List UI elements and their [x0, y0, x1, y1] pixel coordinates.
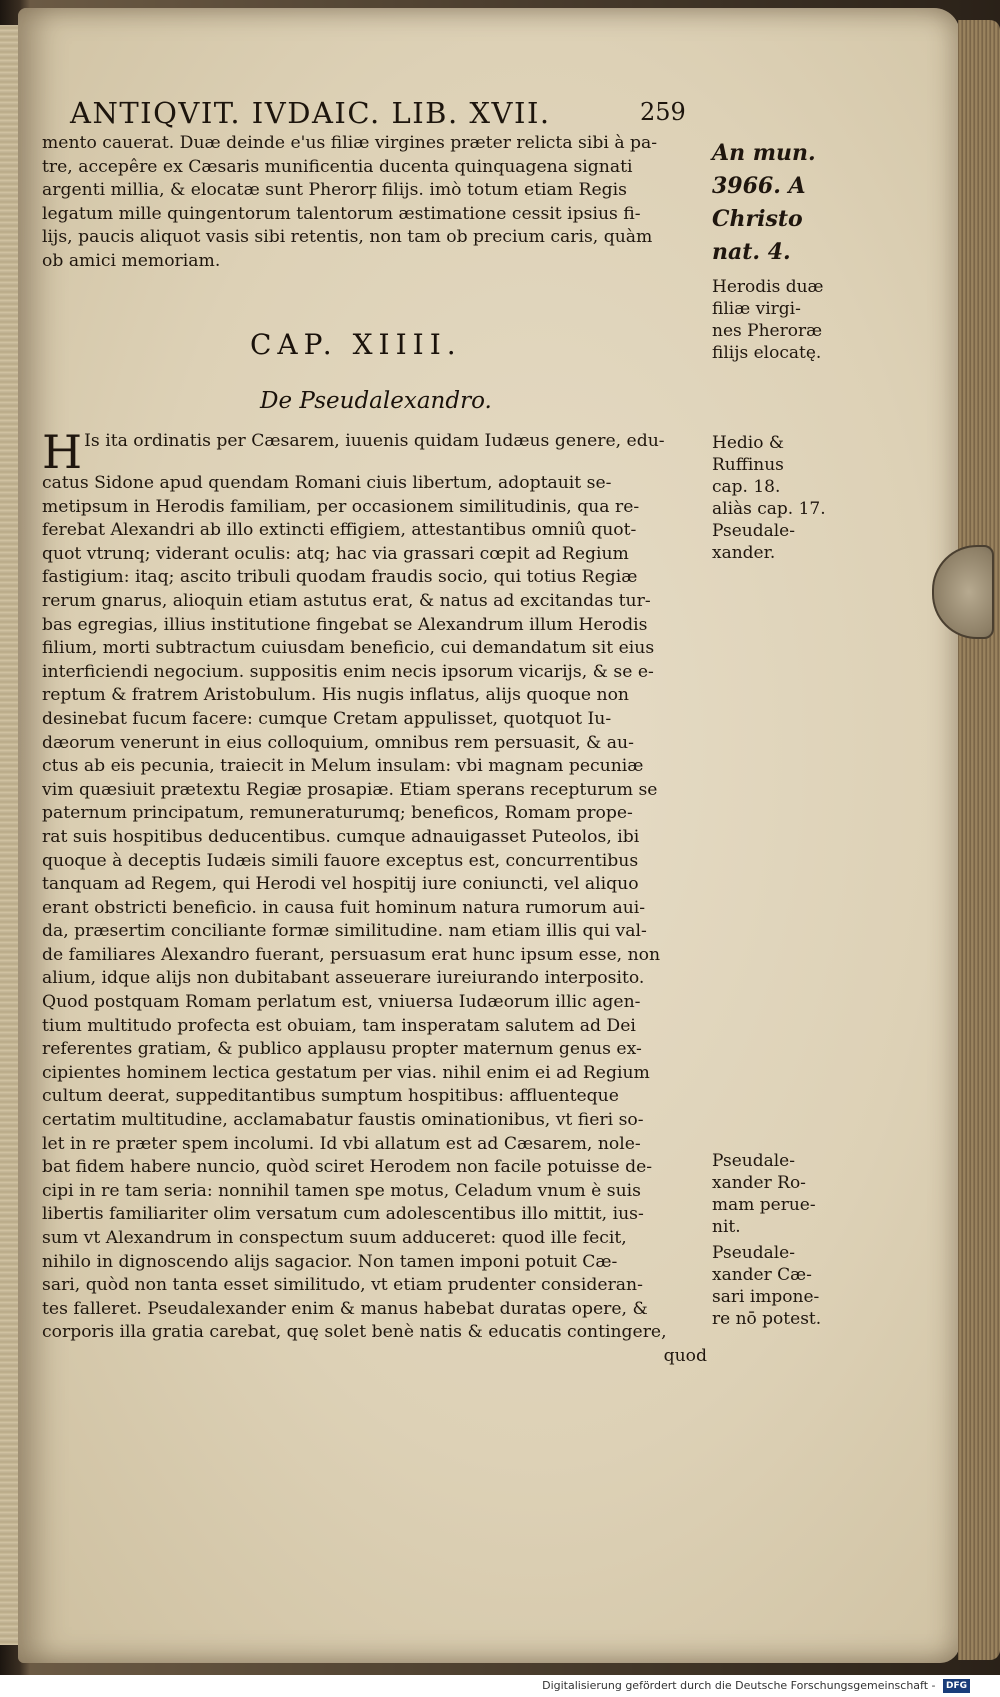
text-line: nihilo in dignoscendo alijs sagacior. Non tamen imponi potuit Cæ- — [42, 1251, 618, 1272]
chapter-title: CAP. XIIII. — [250, 328, 462, 361]
text-line: dæorum venerunt in eius colloquium, omnibus rem persuasit, & au- — [42, 732, 634, 753]
text-line: de familiares Alexandro fuerant, persuasum erat hunc ipsum esse, non — [42, 944, 661, 965]
margin-note-herod-daughters: Herodis duæ filiæ virgi- nes Pheroræ filijs elocatę. — [712, 277, 824, 363]
drop-cap: H — [42, 430, 83, 472]
text-line: alium, idque alijs non dubitabant asseuerare iureiurando interposito. — [42, 968, 645, 989]
text-line: paternum principatum, remuneraturumq; beneficos, Romam prope- — [42, 803, 633, 824]
text-line: rat suis hospitibus deducentibus. cumque adnauigasset Puteolos, ibi — [42, 826, 640, 847]
text-line: reptum & fratrem Aristobulum. His nugis inflatus, alijs quoque non — [42, 685, 629, 706]
text-line: tre, accepêre ex Cæsaris munificentia ducenta quinquagena signati — [42, 156, 633, 177]
text-line: let in re præter spem incolumi. Id vbi allatum est ad Cæsarem, nole- — [42, 1133, 641, 1154]
text-line: sum vt Alexandrum in conspectum suum adduceret: quod ille fecit, — [42, 1228, 627, 1248]
text-line: rerum gnarus, alioquin etiam astutus erat, & natus ad excitandas tur- — [42, 590, 651, 611]
text-line: lijs, paucis aliquot vasis sibi retentis, non tam ob precium caris, quàm — [42, 227, 653, 248]
text-line: erant obstricti beneficio. in causa fuit hominum natura rumorum aui- — [42, 897, 646, 918]
text-line: referentes gratiam, & publico applausu propter maternum genus ex- — [42, 1039, 642, 1060]
footer-credit: Digitalisierung gefördert durch die Deutsche Forschungsgemeinschaft - — [542, 1679, 936, 1692]
text-line: filium, morti subtractum cuiusdam beneficio, cui demandatum sit eius — [42, 638, 655, 659]
text-line: cipientes hominem lectica gestatum per vias. nihil enim ei ad Regium — [42, 1062, 650, 1083]
text-line: quot vtrunq; viderant oculis: atq; hac via grassari cœpit ad Regium — [42, 543, 629, 564]
catchword: quod — [663, 1345, 707, 1366]
chapter-body — [42, 430, 717, 1369]
chapter-subtitle: De Pseudalexandro. — [260, 388, 492, 414]
text-line: desinebat fucum facere: cumque Cretam appulisset, quotquot Iu- — [42, 708, 612, 729]
text-line: tanquam ad Regem, qui Herodi vel hospitij iure coniuncti, vel aliquo — [42, 874, 639, 895]
text-line: ob amici memoriam. — [42, 250, 221, 271]
text-line: interficiendi negocium. suppositis enim necis ipsorum vicarijs, & se e- — [42, 661, 654, 682]
text-line: bas egregias, illius institutione fingebat se Alexandrum illum Herodis — [42, 614, 648, 635]
text-line: libertis familiariter olim versatum cum adolescentibus illo mittit, ius- — [42, 1204, 644, 1225]
page-number: 259 — [640, 98, 686, 126]
running-head: ANTIQVIT. IVDAIC. LIB. XVII. — [70, 96, 551, 130]
text-line: H Is ita ordinatis per Cæsarem, iuuenis quidam Iudæus genere, edu- — [42, 430, 665, 472]
top-paragraph — [42, 132, 717, 274]
text-line: vim quæsiuit prætextu Regiæ prosapiæ. Etiam sperans recepturum se — [42, 779, 658, 800]
digitization-footer — [0, 1675, 1000, 1697]
text-line: da, præsertim conciliante formæ similitudine. nam etiam illis qui val- — [42, 921, 647, 942]
text-line: cultum deerat, suppeditantibus sumptum hospitibus: affluenteque — [42, 1086, 619, 1107]
text-line: fastigium: itaq; ascito tribuli quodam fraudis socio, qui totius Regiæ — [42, 567, 638, 588]
text-line: corporis illa gratia carebat, quę solet benè natis & educatis contingere, — [42, 1322, 667, 1343]
text-line: legatum mille quingentorum talentorum æstimatione cessit ipsius fi- — [42, 203, 641, 224]
text-line: sari, quòd non tanta esset similitudo, vt etiam prudenter consideran- — [42, 1275, 643, 1296]
dfg-logo-icon: DFG — [943, 1679, 970, 1693]
text-line: ctus ab eis pecunia, traiecit in Melum insulam: vbi magnam pecuniæ — [42, 756, 644, 777]
text-line: catus Sidone apud quendam Romani ciuis libertum, adoptauit se- — [42, 473, 612, 493]
text-line: ferebat Alexandri ab illo extincti effigiem, attestantibus omniû quot- — [42, 520, 637, 541]
text-line: bat fidem habere nuncio, quòd sciret Herodem non facile potuisse de- — [42, 1157, 653, 1178]
margin-note-hedio: Hedio & Ruffinus cap. 18. aliàs cap. 17. Pseudale- xander. — [712, 433, 826, 563]
page-stack-edge — [958, 20, 1000, 1660]
text-line: metipsum in Herodis familiam, per occasionem similitudinis, qua re- — [42, 496, 640, 517]
text-line: mento cauerat. Duæ deinde e'us filiæ virgines præter relicta sibi à pa- — [42, 133, 658, 153]
text-line: cipi in re tam seria: nonnihil tamen spe motus, Celadum vnum è suis — [42, 1180, 642, 1201]
text-line: certatim multitudine, acclamabatur faustis ominationibus, vt fieri so- — [42, 1110, 644, 1131]
text-line: argenti millia, & elocatæ sunt Pherorꝼ filijs. imò totum etiam Regis — [42, 180, 627, 201]
margin-note-pseudalexander-caesar: Pseudale- xander Cæ- sari impone- re nō potest. — [712, 1243, 822, 1329]
text-line: quoque à deceptis Iudæis simili fauore exceptus est, concurrentibus — [42, 850, 639, 871]
margin-note-pseudalexander-rome: Pseudale- xander Ro- mam perue- nit. — [712, 1151, 816, 1237]
text-line: tium multitudo profecta est obuiam, tam insperatam salutem ad Dei — [42, 1015, 636, 1036]
margin-note-year: An mun. 3966. A Christo nat. 4. — [712, 140, 816, 265]
text-line: tes falleret. Pseudalexander enim & manus habebat duratas opere, & — [42, 1298, 648, 1319]
previous-page-edge — [0, 25, 20, 1645]
text-line: Quod postquam Romam perlatum est, vniuersa Iudæorum illic agen- — [42, 992, 641, 1013]
